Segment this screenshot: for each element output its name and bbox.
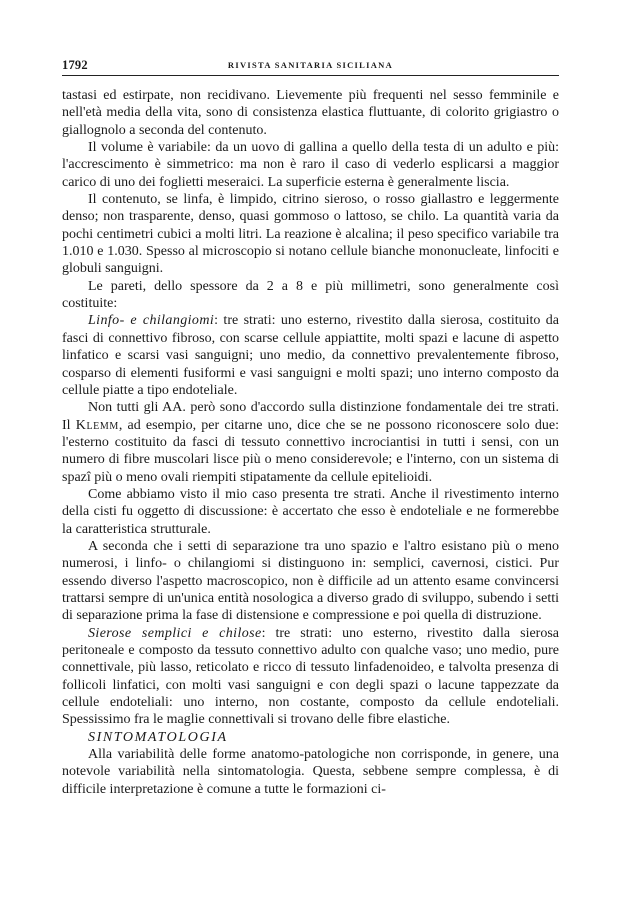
paragraph-klemm [62,399,559,486]
paragraph-volume: Il volume è variabile: da un uovo di gallina a quello della testa di un adulto e più: l'accrescimento è simmetrico: ma non è raro il caso di vederlo esplicarsi a maggior carico di uno dei foglietti meseraici. La superficie esterna è generalmente liscia. [62,140,559,190]
author-name: Klemm [75,417,119,433]
header-rule [62,75,559,76]
paragraph-setti: A seconda che i setti di separazione tra uno spazio e l'altro esistano più o meno numerosi, i linfo- o chilangiomi si distinguono in: semplici, cavernosi, cistici. Pur essendo diverso l'aspetto macroscopico, non è difficile ad un attento esame convincersi trattarsi sempre di un'unica entità nosologica a diverso grado di sviluppo, subendo i setti di separazione prima la fase di distensione e compressione e poi quella di distruzione. [62,538,559,624]
paragraph-linfangiomi [62,312,559,399]
paragraph-sintomatologia: Alla variabilità delle forme anatomo-patologiche non corrisponde, in genere, una notevole variabilità nella sintomatologia. Questa, sebbene sempre complessa, è di difficile interpretazione è comune a tutte le formazioni ci- [62,747,559,797]
paragraph-klemm-text-before: Non tutti gli AA. però sono d'accordo sulla distinzione fondamentale dei tre strati. Il [62,400,559,433]
paragraph-continuation: tastasi ed estirpate, non recidivano. Lievemente più frequenti nel sesso femminile e nell'età media della vita, sono di consistenza elastica fluttuante, di colorito grigiastro o giallognolo a seconda del contenuto. [62,88,559,138]
body-text [62,87,559,798]
paragraph-pareti: Le pareti, dello spessore da 2 a 8 e più millimetri, sono generalmente così costituite: [62,278,559,312]
term-sierose-chilose: Sierose semplici e chilose [88,625,262,641]
paragraph-sierose-text: : tre strati: uno esterno, rivestito dalla sierosa peritoneale e composto da tessuto connettivo adulto con qualche vaso; uno medio, pure connettivale, più lasso, reticolato e ricco di tessuto linfadenoideo, e talvolta presenza di follicoli linfatici, con molti vasi sanguigni e con degli spazi o lacune tappezzate da cellule endoteliali: uno interno, non costante, composto da cellule endoteliali. Spessissimo fra le maglie connettivali si trovano delle fibre elastiche. [62,625,559,728]
paragraph-contenuto: Il contenuto, se linfa, è limpido, citrino sieroso, o rosso giallastro e leggermente denso; non trasparente, denso, quasi gommoso o lattoso, se chilo. La quantità varia da pochi centimetri cubici a molti litri. La reazione è alcalina; il peso specifico variabile tra 1.010 e 1.030. Spesso al microscopio si notano cellule bianche mononucleate, linfociti e globuli sanguigni. [62,192,559,277]
page-header [62,58,559,72]
page-number: 1792 [62,58,88,72]
paragraph-sierose [62,625,559,729]
running-title: RIVISTA SANITARIA SICILIANA [227,60,394,70]
paragraph-mio-caso: Come abbiamo visto il mio caso presenta tre strati. Anche il rivestimento interno della cisti fu oggetto di discussione: è accertato che esso è endoteliale e ne formerebbe la caratteristica strutturale. [62,486,559,537]
term-linfo-chilangiomi: Linfo- e chilangiomi [88,313,215,329]
paragraph-klemm-text-after: , ad esempio, per citarne uno, dice che se ne possono riconoscere solo due: l'esterno costituito da fasci di tessuto connettivo incrociantisi in tutti i sensi, con un numero di fibre muscolari lisce più o meno considerevole; e l'interno, con un sistema di spazî più o meno ovali riempiti stipatamente da cellule epitelioidi. [62,417,559,485]
section-heading: SINTOMATOLOGIA [88,729,228,745]
paragraph-linfangiomi-text: : tre strati: uno esterno, rivestito dalla sierosa, costituito da fasci di connettivo fibroso, con scarse cellule appiattite, molti spazi e lacune di aspetto linfatico e scarsi vasi sanguigni; uno medio, da connettivo prevalentemente fibroso, cosparso di elementi fusiformi e vasi sanguigni e molti spazi; uno interno composto da cellule piatte a tipo endoteliale. [62,313,560,398]
